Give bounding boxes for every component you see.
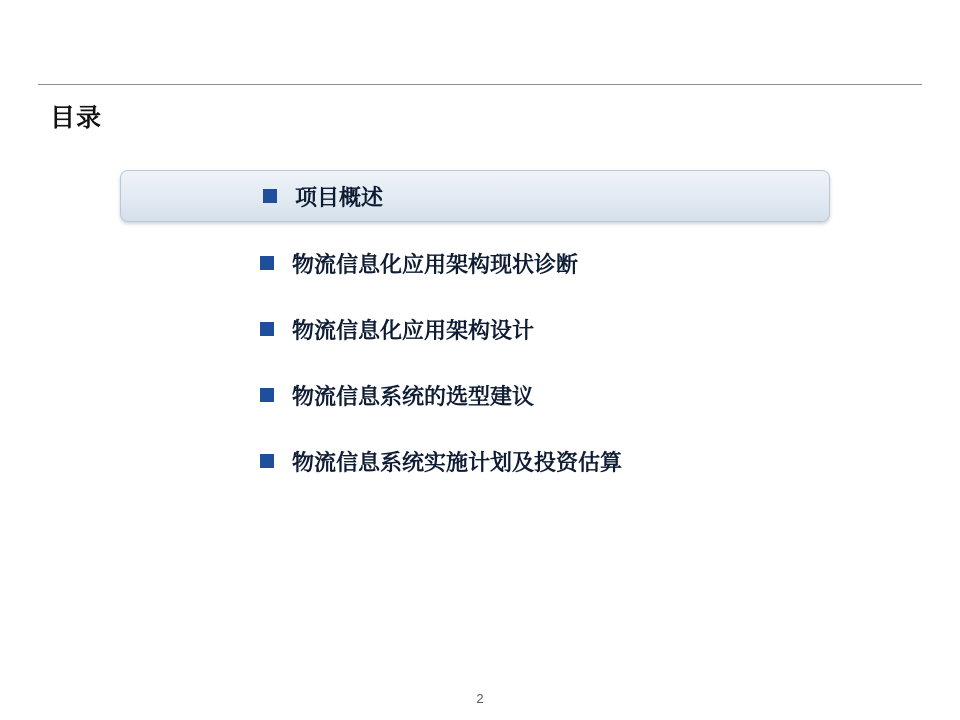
- square-bullet-icon: [263, 189, 277, 203]
- agenda-item-label: 物流信息化应用架构设计: [292, 317, 535, 343]
- square-bullet-icon: [260, 454, 274, 468]
- page-number: 2: [476, 691, 484, 706]
- agenda-item-label: 物流信息化应用架构现状诊断: [292, 251, 579, 277]
- agenda-list: [120, 170, 840, 502]
- agenda-item-3[interactable]: [120, 304, 840, 354]
- agenda-item-2[interactable]: [120, 238, 840, 288]
- square-bullet-icon: [260, 388, 274, 402]
- agenda-item-5[interactable]: [120, 436, 840, 486]
- agenda-item-1[interactable]: [120, 170, 830, 222]
- square-bullet-icon: [260, 322, 274, 336]
- agenda-item-label: 物流信息系统的选型建议: [292, 383, 535, 409]
- agenda-item-label: 项目概述: [295, 184, 384, 210]
- agenda-item-4[interactable]: [120, 370, 840, 420]
- title-divider: [38, 84, 922, 85]
- page-title: 目录: [50, 104, 103, 132]
- square-bullet-icon: [260, 256, 274, 270]
- agenda-item-label: 物流信息系统实施计划及投资估算: [292, 449, 623, 475]
